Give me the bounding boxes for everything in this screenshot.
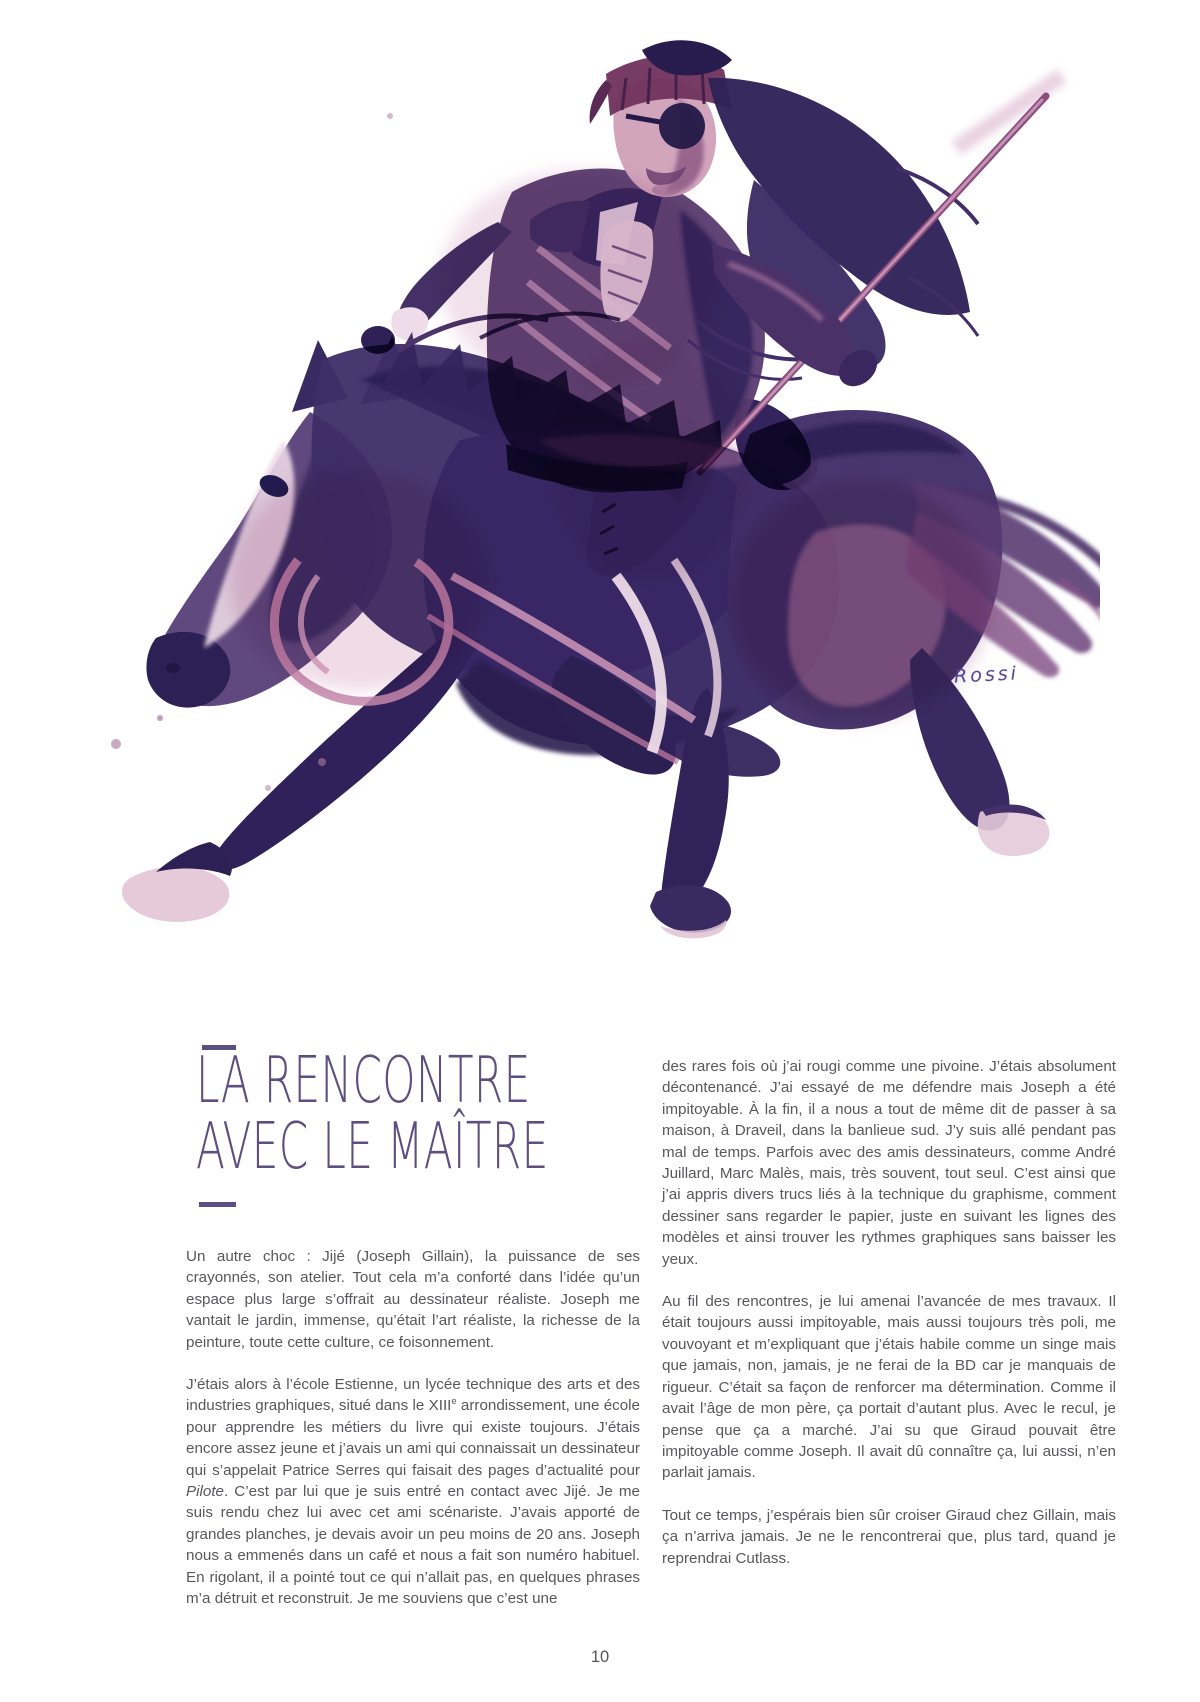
article-column-right	[662, 1056, 1116, 1590]
heading-bottom-rule	[199, 1202, 236, 1207]
paragraph: des rares fois où j’ai rougi comme une pivoine. J’étais absolument décontenancé. J’ai essayé de me défendre mais Joseph a été impitoyable. À la fin, il a nous a tout de même dit de passer à sa maison, à Draveil, dans la banlieue sud. J’y suis allé pendant pas mal de temps. Parfois avec des amis dessinateurs, comme André Juillard, Marc Malès, mais, très souvent, tout seul. C’est ainsi que j’ai appris divers trucs liés à la technique du graphisme, comment dessiner sans regarder le papier, juste en suivant les lignes des modèles et ainsi trouver les rythmes graphiques sans baisser les yeux.	[662, 1058, 1116, 1268]
paragraph: J’étais alors à l’école Estienne, un lycée technique des arts et des industries graphiques, situé dans le XIIIe arrondissement, une école pour apprendre les métiers du livre qui existe toujours. J’étais encore assez jeune et j’avais un ami qui connaissait un dessinateur qui s’appelait Patrice Serres qui faisait des pages d’actualité pour Pilote. C’est par lui que je suis entré en contact avec Jijé. Je me suis rendu chez lui avec cet ami scénariste. J’avais apporté de grandes planches, je devais avoir un peu moins de 20 ans. Joseph nous a emmenés dans un café et nous a fait son numéro habituel. En rigolant, il a pointé tout ce qui n’allait pas, en quelques phrases m’a détruit et reconstruit. Je me souviens que c’est une	[186, 1376, 640, 1608]
paragraph: Tout ce temps, j’espérais bien sûr croiser Giraud chez Gillain, mais ça n’arriva jamais. Je ne le rencontrerai que, plus tard, quand je reprendrai Cutlass.	[662, 1506, 1116, 1567]
section-title-line2: AVEC LE MAÎTRE	[196, 1110, 549, 1184]
artist-signature: Rossi	[953, 662, 1020, 688]
paragraph: Au fil des rencontres, je lui amenai l’avancée de mes travaux. Il était toujours aussi impitoyable, mais aussi toujours très poli, me vouvoyant et m’expliquant que j’étais habile comme un singe mais que jamais, non, jamais, je ne ferai de la BD car je manquais de rigueur. C’était sa façon de renforcer ma détermination. Comme il avait l’âge de mon père, ça portait d’autant plus. Avec le recul, je pense que ça a marché. J’ai su que Giraud pouvait être impitoyable comme Joseph. Il avait dû connaître ça, lui aussi, n’en parlait jamais.	[662, 1293, 1116, 1482]
article-column-left	[186, 1246, 640, 1631]
artwork-horse-rider	[60, 20, 1100, 950]
page-number: 10	[590, 1648, 610, 1666]
section-title-line1: LA RENCONTRE	[196, 1044, 531, 1118]
watercolor-illustration	[60, 20, 1100, 950]
paragraph: Un autre choc : Jijé (Joseph Gillain), la puissance de ses crayonnés, son atelier. Tout cela m’a conforté dans l’idée qu’un espace plus large s’offrait au dessinateur réaliste. Joseph me vantait le jardin, immense, qu’était l’art réaliste, la richesse de la peinture, toute cette culture, ce foisonnement.	[186, 1248, 640, 1351]
section-title	[196, 1044, 549, 1184]
